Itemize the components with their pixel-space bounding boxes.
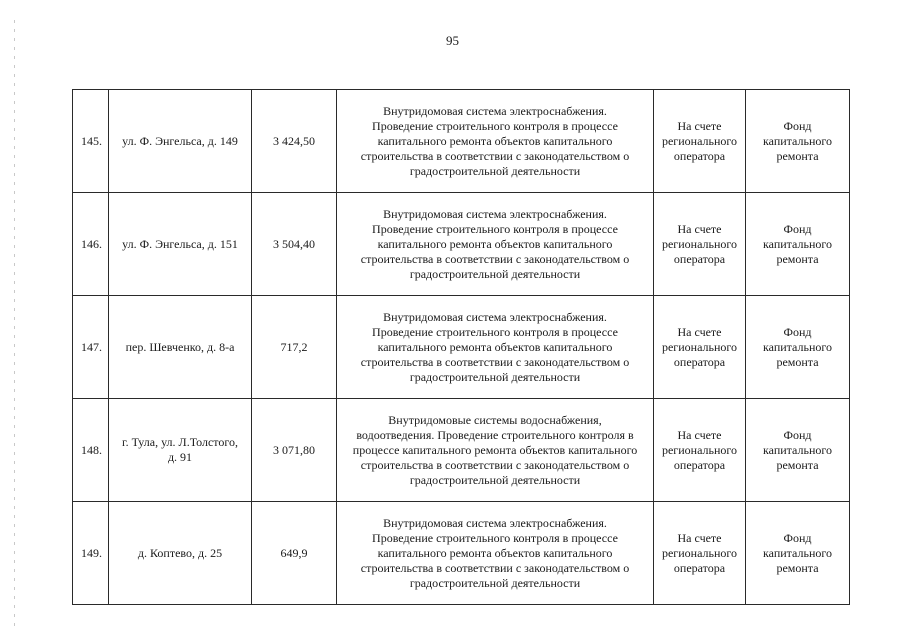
amount-cell: 3 424,50 [252, 90, 337, 193]
row-number: 149. [73, 502, 109, 605]
work-description-cell: Внутридомовая система электроснабжения. Проведение строительного контроля в процессе капитального ремонта объектов капитального строительства в соответствии с законодательством о градостроительной деятельности [337, 193, 654, 296]
account-cell: На счете регионального оператора [654, 296, 746, 399]
funding-source-cell: Фонд капитального ремонта [746, 502, 850, 605]
amount-cell: 649,9 [252, 502, 337, 605]
row-number: 148. [73, 399, 109, 502]
table-row [73, 502, 850, 605]
address-cell: ул. Ф. Энгельса, д. 149 [109, 90, 252, 193]
address-cell: ул. Ф. Энгельса, д. 151 [109, 193, 252, 296]
work-description-cell: Внутридомовая система электроснабжения. Проведение строительного контроля в процессе капитального ремонта объектов капитального строительства в соответствии с законодательством о градостроительной деятельности [337, 296, 654, 399]
table-row [73, 399, 850, 502]
work-description-cell: Внутридомовая система электроснабжения. Проведение строительного контроля в процессе капитального ремонта объектов капитального строительства в соответствии с законодательством о градостроительной деятельности [337, 502, 654, 605]
amount-cell: 3 504,40 [252, 193, 337, 296]
amount-cell: 3 071,80 [252, 399, 337, 502]
row-number: 147. [73, 296, 109, 399]
work-description-cell: Внутридомовая система электроснабжения. Проведение строительного контроля в процессе капитального ремонта объектов капитального строительства в соответствии с законодательством о градостроительной деятельности [337, 90, 654, 193]
page-number: 95 [446, 33, 459, 48]
amount-cell: 717,2 [252, 296, 337, 399]
row-number: 146. [73, 193, 109, 296]
work-description-cell: Внутридомовые системы водоснабжения, водоотведения. Проведение строительного контроля в процессе капитального ремонта объектов капитального строительства в соответствии с законодательством о градостроительной деятельности [337, 399, 654, 502]
account-cell: На счете регионального оператора [654, 90, 746, 193]
table-row [73, 296, 850, 399]
scan-margin-line [14, 20, 15, 630]
table-row [73, 193, 850, 296]
row-number: 145. [73, 90, 109, 193]
address-cell: г. Тула, ул. Л.Толстого, д. 91 [109, 399, 252, 502]
address-cell: пер. Шевченко, д. 8-а [109, 296, 252, 399]
account-cell: На счете регионального оператора [654, 399, 746, 502]
funding-source-cell: Фонд капитального ремонта [746, 296, 850, 399]
funding-source-cell: Фонд капитального ремонта [746, 193, 850, 296]
account-cell: На счете регионального оператора [654, 502, 746, 605]
funding-source-cell: Фонд капитального ремонта [746, 399, 850, 502]
funding-source-cell: Фонд капитального ремонта [746, 90, 850, 193]
table-row [73, 90, 850, 193]
works-table [72, 89, 850, 605]
account-cell: На счете регионального оператора [654, 193, 746, 296]
address-cell: д. Коптево, д. 25 [109, 502, 252, 605]
